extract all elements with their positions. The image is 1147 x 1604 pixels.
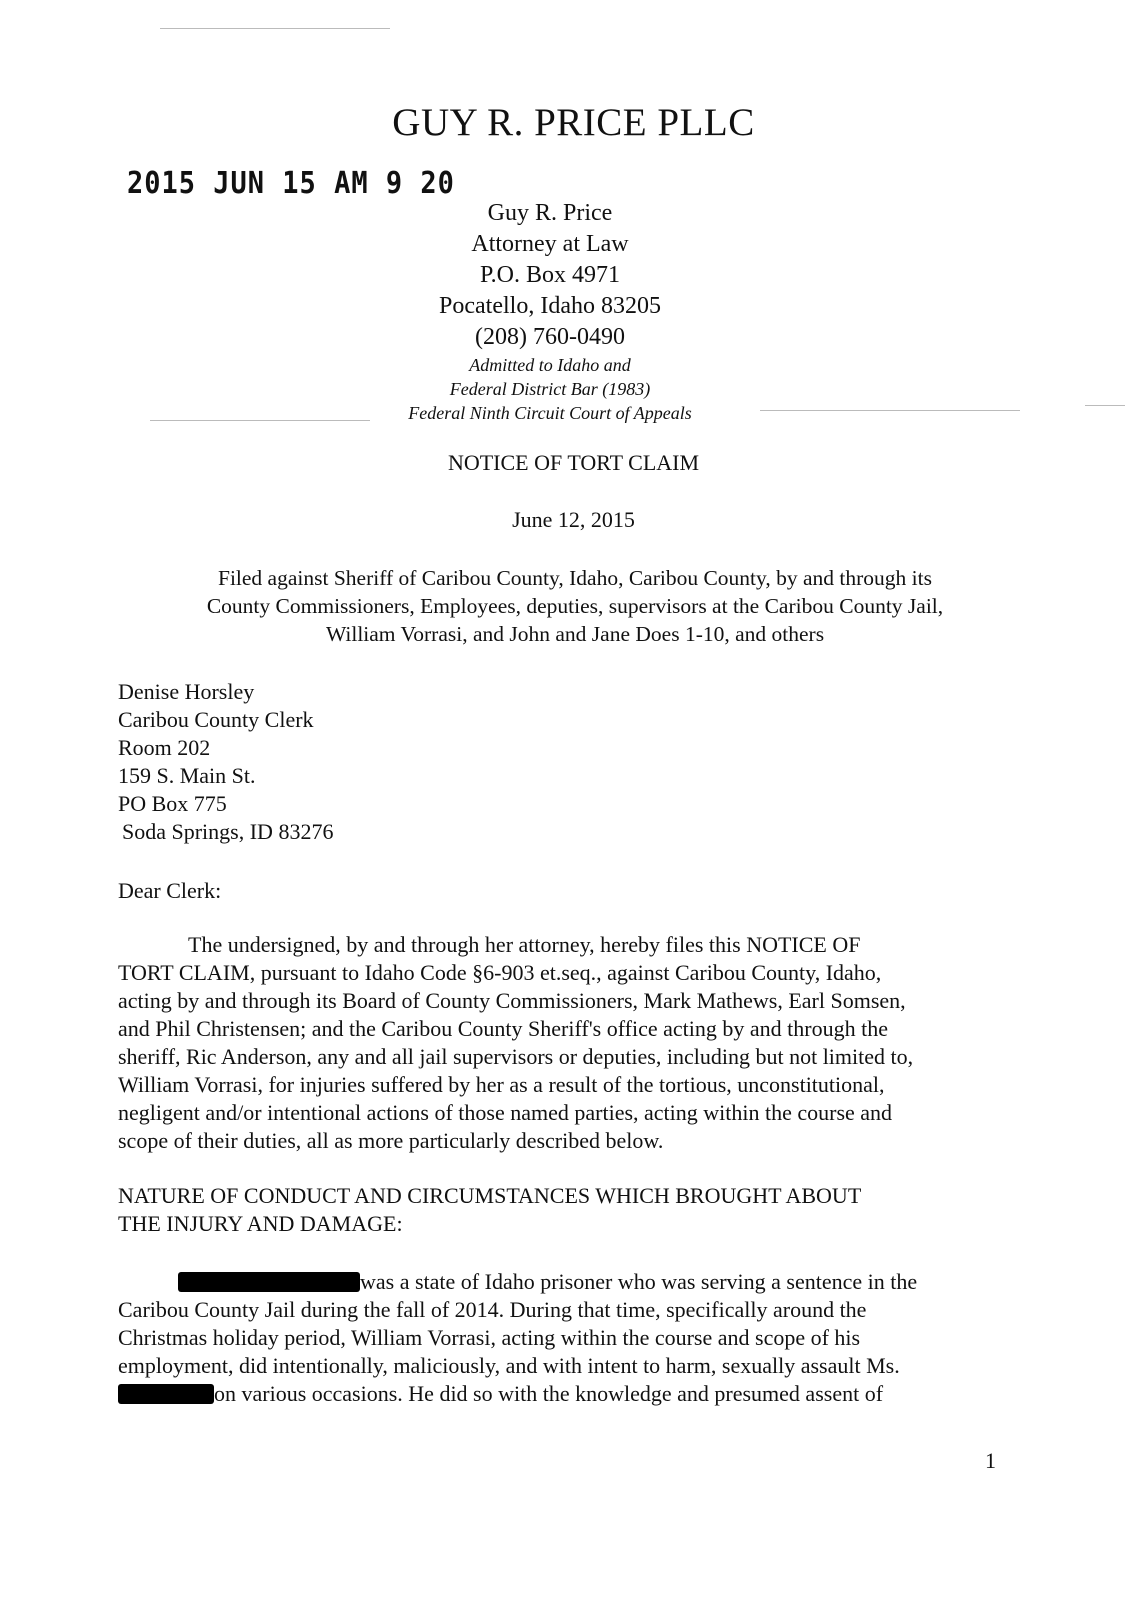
section-heading-line: THE INJURY AND DAMAGE:	[118, 1211, 403, 1236]
scan-artifact	[150, 420, 370, 421]
scan-artifact	[1085, 405, 1125, 406]
scan-artifact	[160, 28, 390, 29]
received-stamp: 2015 JUN 15 AM 9 20	[127, 166, 455, 201]
paragraph-line: TORT CLAIM, pursuant to Idaho Code §6-903 et.seq., against Caribou County, Idaho,	[118, 960, 882, 985]
conduct-paragraph	[118, 1268, 998, 1408]
recipient-street: 159 S. Main St.	[118, 763, 256, 788]
section-heading	[118, 1182, 861, 1238]
paragraph-line: and Phil Christensen; and the Caribou County Sheriff's office acting by and through the	[118, 1016, 888, 1041]
attorney-phone: (208) 760-0490	[475, 324, 625, 350]
paragraph-line: Caribou County Jail during the fall of 2014. During that time, specifically around the	[118, 1297, 867, 1322]
paragraph-text: was a state of Idaho prisoner who was serving a sentence in the	[360, 1269, 918, 1294]
paragraph-line: employment, did intentionally, maliciously, and with intent to harm, sexually assault Ms.	[118, 1353, 900, 1378]
letterhead	[350, 198, 750, 425]
recipient-name: Denise Horsley	[118, 679, 255, 704]
recipient-address	[118, 678, 333, 846]
salutation: Dear Clerk:	[118, 878, 222, 903]
filed-against-block	[100, 564, 1050, 648]
paragraph-line: acting by and through its Board of County Commissioners, Mark Mathews, Earl Somsen,	[118, 988, 906, 1013]
section-heading-line: NATURE OF CONDUCT AND CIRCUMSTANCES WHICH BROUGHT ABOUT	[118, 1183, 862, 1208]
filed-against-line: William Vorrasi, and John and Jane Does 1-10, and others	[325, 622, 825, 646]
redaction-bar	[178, 1272, 360, 1292]
intro-paragraph	[118, 931, 998, 1155]
attorney-city: Pocatello, Idaho 83205	[439, 293, 661, 319]
recipient-po-box: PO Box 775	[118, 791, 227, 816]
document-date: June 12, 2015	[512, 507, 635, 532]
page-number: 1	[985, 1448, 996, 1473]
admission-line-1: Admitted to Idaho and	[469, 355, 631, 375]
paragraph-line	[118, 1268, 998, 1296]
recipient-title: Caribou County Clerk	[118, 707, 314, 732]
paragraph-line: negligent and/or intentional actions of those named parties, acting within the course and	[118, 1100, 893, 1125]
paragraph-line: The undersigned, by and through her attorney, hereby files this NOTICE OF	[188, 932, 861, 957]
recipient-city: Soda Springs, ID 83276	[122, 819, 334, 844]
attorney-name: Guy R. Price	[487, 200, 613, 226]
paragraph-text: on various occasions. He did so with the knowledge and presumed assent of	[214, 1381, 884, 1406]
admission-line-3: Federal Ninth Circuit Court of Appeals	[408, 403, 692, 423]
paragraph-line: William Vorrasi, for injuries suffered by her as a result of the tortious, unconstitutional,	[118, 1072, 885, 1097]
paragraph-line	[118, 1380, 998, 1408]
filed-against-line: County Commissioners, Employees, deputies, supervisors at the Caribou County Jail,	[206, 594, 944, 618]
paragraph-line: Christmas holiday period, William Vorrasi, acting within the course and scope of his	[118, 1325, 861, 1350]
document-title: NOTICE OF TORT CLAIM	[447, 450, 700, 475]
redaction-bar	[118, 1384, 214, 1404]
attorney-po-box: P.O. Box 4971	[479, 262, 621, 288]
scan-artifact	[760, 410, 1020, 411]
paragraph-line: sheriff, Ric Anderson, any and all jail supervisors or deputies, including but not limited to,	[118, 1044, 914, 1069]
firm-name: GUY R. PRICE PLLC	[392, 101, 755, 144]
recipient-room: Room 202	[118, 735, 211, 760]
admission-line-2: Federal District Bar (1983)	[449, 379, 651, 399]
attorney-role: Attorney at Law	[471, 231, 629, 257]
filed-against-line: Filed against Sheriff of Caribou County, Idaho, Caribou County, by and through its	[217, 566, 932, 590]
paragraph-line: scope of their duties, all as more particularly described below.	[118, 1128, 664, 1153]
